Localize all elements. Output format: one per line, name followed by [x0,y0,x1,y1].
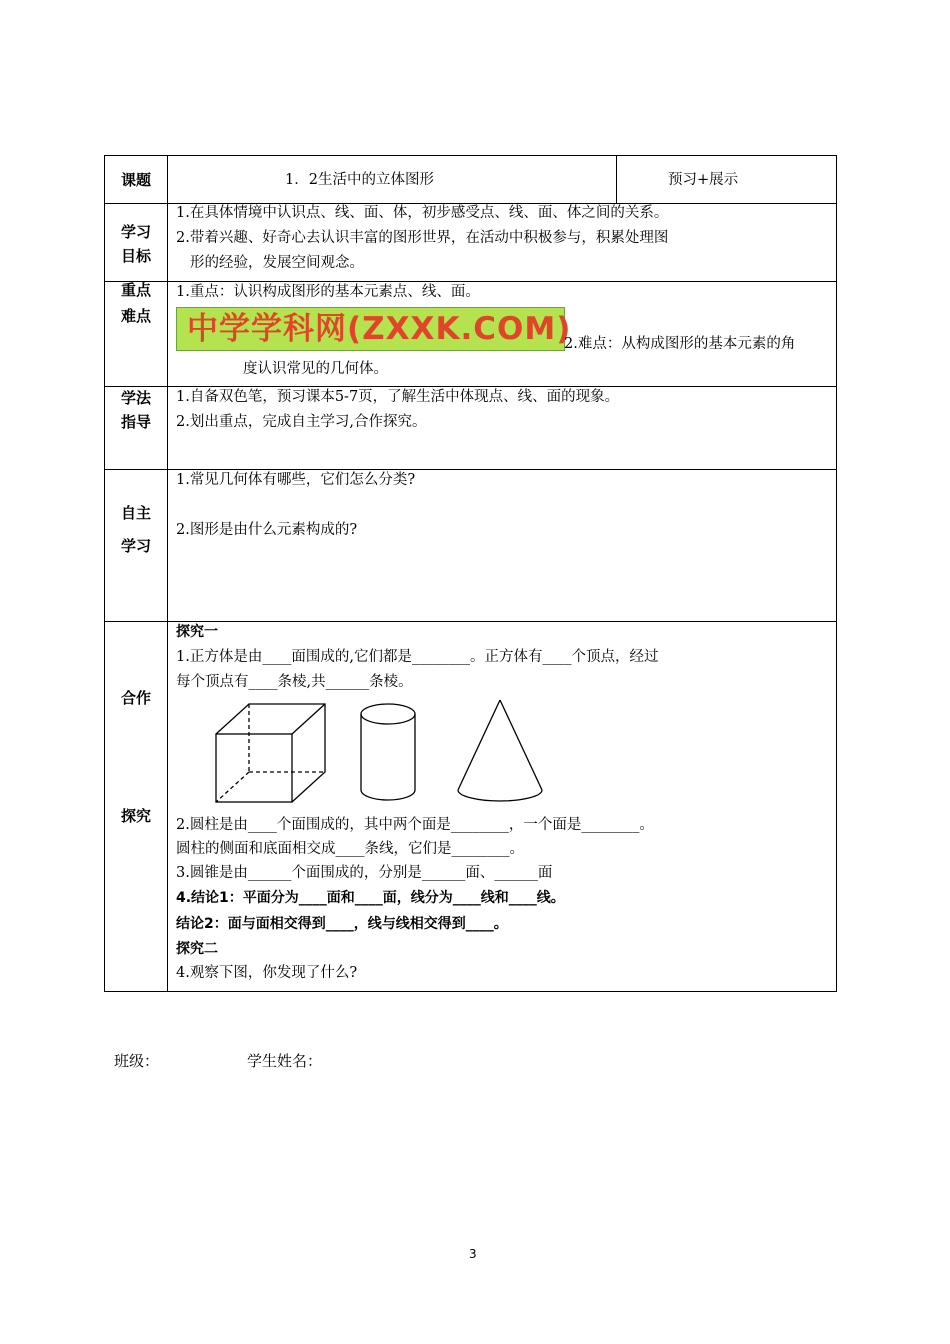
solids-figure [205,696,555,806]
lesson-title: 1．2生活中的立体图形 [285,172,434,188]
conclusion-2: 结论2：面与面相交得到____，线与线相交得到____。 [176,916,508,932]
row-divider [105,281,836,282]
coop-q1-line-2: 每个顶点有____条棱,共______条棱。 [176,674,413,690]
method-header-2: 指导 [120,413,151,431]
coop-q2-line-1: 2.圆柱是由____个面围成的，其中两个面是________，一个面是________。 [176,817,654,833]
coop-q1-line-1: 1.正方体是由____面围成的,它们都是________。正方体有____个顶点，经过 [176,649,659,665]
coop-q3: 3.圆锥是由______个面围成的，分别是______面、______面 [176,865,553,881]
goal-line-3: 形的经验，发展空间观念。 [190,255,364,271]
title-header: 课题 [120,171,151,189]
row-divider [105,621,836,622]
selfstudy-header-2: 学习 [120,537,151,555]
keypoint-line-3: 度认识常见的几何体。 [243,361,388,377]
explore-2-title: 探究二 [176,941,218,957]
keypoint-line-1: 1.重点：认识构成图形的基本元素点、线、面。 [176,284,480,300]
goals-header-1: 学习 [120,223,151,241]
selfstudy-question-2: 2.图形是由什么元素构成的? [176,522,358,538]
keypoints-header-2: 难点 [120,307,151,325]
method-line-2: 2.划出重点，完成自主学习,合作探究。 [176,414,427,430]
watermark-logo: 中学学科网(ZXXK.COM) [176,307,565,351]
method-line-1: 1.自备双色笔，预习课本5-7页，了解生活中体现点、线、面的现象。 [176,389,620,405]
cylinder-figure [361,704,415,800]
row-divider [105,386,836,387]
keypoints-header-1: 重点 [120,281,151,299]
coop-q4: 4.观察下图，你发现了什么? [176,965,358,981]
method-header-1: 学法 [120,389,151,407]
selfstudy-question-1: 1.常见几何体有哪些，它们怎么分类? [176,472,416,488]
column-divider [167,156,168,991]
explore-1-title: 探究一 [176,624,218,640]
lesson-type: 预习+展示 [668,172,739,188]
student-name-label: 学生姓名： [247,1052,323,1070]
goals-header-2: 目标 [120,247,151,265]
goal-line-2: 2.带着兴趣、好奇心去认识丰富的图形世界，在活动中积极参与，积累处理图 [176,230,669,246]
goal-line-1: 1.在具体情境中认识点、线、面、体，初步感受点、线、面、体之间的关系。 [176,205,669,221]
coop-header-2: 探究 [120,807,151,825]
class-label: 班级： [114,1052,160,1070]
keypoint-line-2: 2.难点：从构成图形的基本元素的角 [564,336,796,352]
conclusion-1: 4.结论1：平面分为____面和____面，线分为____线和____线。 [176,890,565,906]
lesson-table [104,155,837,992]
cone-figure [458,700,542,801]
page-number: 3 [469,1247,477,1261]
column-divider [616,156,617,203]
coop-q2-line-2: 圆柱的侧面和底面相交成____条线，它们是________。 [176,841,524,857]
cube-figure [216,704,325,802]
selfstudy-header-1: 自主 [120,504,151,522]
coop-header-1: 合作 [120,689,151,707]
row-divider [105,469,836,470]
